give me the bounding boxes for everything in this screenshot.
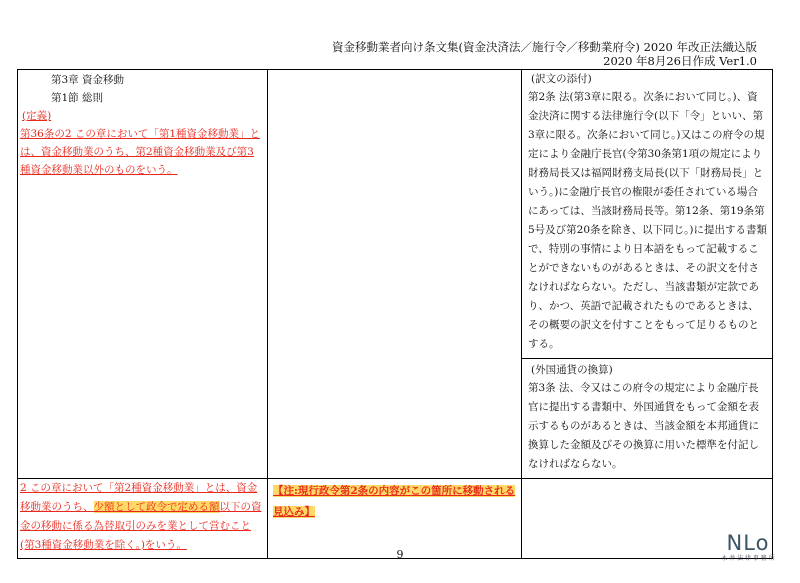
paragraph-2-before: 2 この章において「第2種資金移動業」とは、資金移動業のうち、 (20, 482, 258, 513)
order-cell (268, 70, 522, 479)
article-36-2-text: 第36条の2 この章において「第1種資金移動業」とは、資金移動業のうち、第2種資金移動業及び第3種資金移動業以外のものをいう。 (20, 128, 261, 176)
table-row (18, 479, 773, 559)
article-3-text: 第3条 法、令又はこの府令の規定により金融庁長官に提出する書類中、外国通貨をもって金額を表示するものがあるときは、当該金額を本邦通貨に換算した金額及びその換算に用いた標準を付記しなければならない。 (528, 382, 759, 470)
document-date-version: 2020 年8月26日作成 Ver1.0 (603, 54, 757, 68)
section-heading: 第1節 総則 (51, 92, 104, 104)
act-cell-paragraph-2 (18, 479, 268, 559)
order-cell-note (268, 479, 522, 559)
document-title: 資金移動業者向け条文集(資金決済法／施行令／移動業府令) 2020 年改正法織込版 (331, 40, 757, 54)
relocation-note: 【注:現行政令第2条の内容がこの箇所に移動される見込み】 (273, 485, 516, 518)
paragraph-2-after: 以下の資金の移動に係る為替取引のみを業として営むこと(第3種資金移動業を除く。)をいう。 (20, 501, 262, 551)
firm-logo (718, 532, 778, 563)
definition-heading: (定義) (22, 110, 52, 122)
paragraph-2-highlight: 少額として政令で定める額 (93, 501, 220, 513)
table-row (18, 70, 773, 359)
logo-subtitle: 永 井 法 律 事 務 所 (721, 555, 775, 562)
article-2-text: 第2条 法(第3章に限る。次条において同じ。)、資金決済に関する法律施行令(以下「令」といい、第3章に限る。次条において同じ。)又はこの府令の規定により金融庁長官(令第30条第1項の規定により財務局長又は福岡財務支局長(以下「財務局長」という。)に金融庁長官の権限が委任されている場合にあっては、当該財務局長等。第12条、第19条第5号及び第20条を除き、以下同じ。)に提出する書類で、特別の事情により日本語をもって記載することができないものがあるときは、その訳文を付さなければならない。ただし、当該書類が定款であり、かつ、英語で記載されたものであるときは、その概要の訳文を付すことをもって足りるものとする。 (528, 91, 767, 350)
page-number: 9 (396, 548, 404, 561)
statute-comparison-table (17, 69, 773, 559)
translation-heading: (訳文の添付) (531, 73, 592, 85)
ordinance-cell-article-3 (522, 359, 773, 479)
chapter-heading: 第3章 資金移動 (51, 74, 125, 86)
act-cell (18, 70, 268, 479)
logo-mark: NLo (726, 531, 770, 555)
ordinance-cell-article-2 (522, 70, 773, 359)
currency-heading: (外国通貨の換算) (531, 364, 613, 376)
